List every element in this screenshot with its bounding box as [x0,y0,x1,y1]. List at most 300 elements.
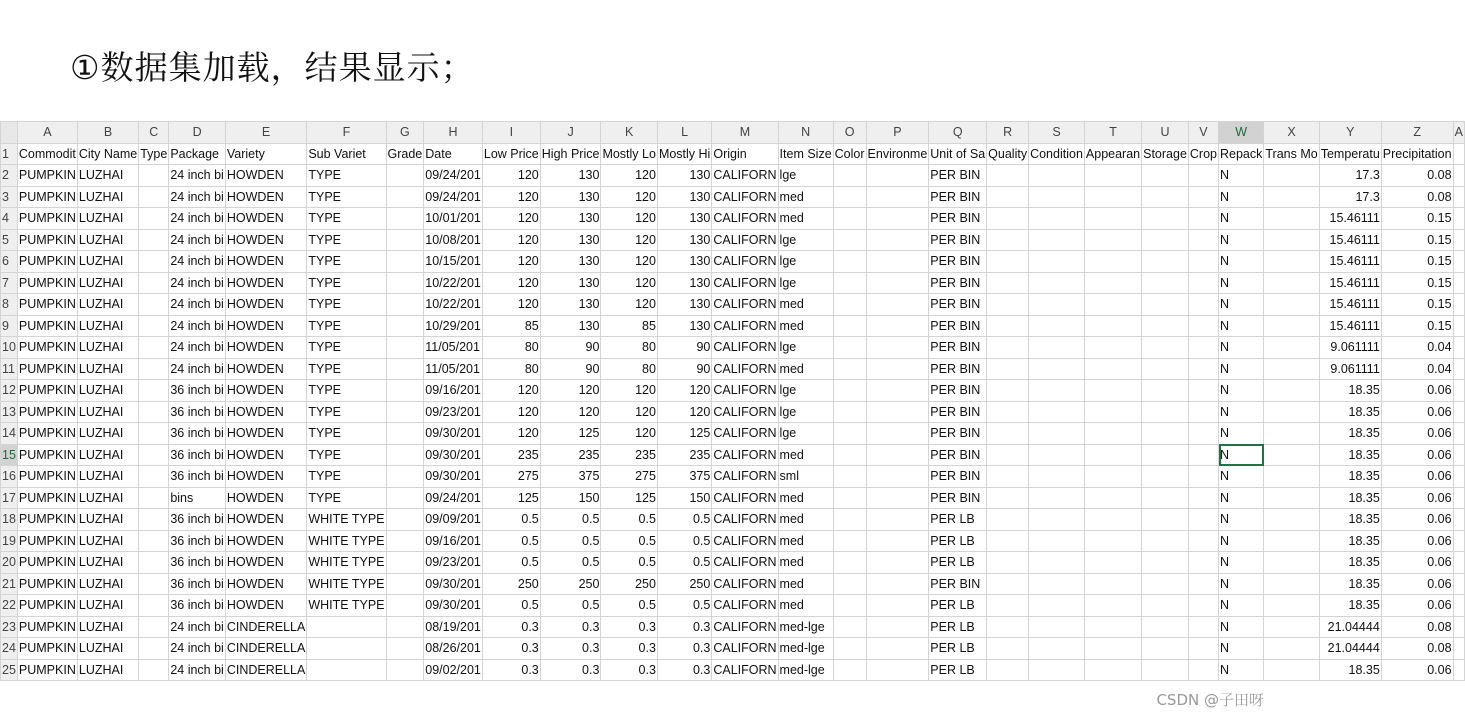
cell-o24[interactable] [833,638,866,660]
cell-f22[interactable]: WHITE TYPE [307,595,386,617]
cell-s3[interactable] [1029,186,1085,208]
cell-y13[interactable]: 18.35 [1319,401,1381,423]
cell-d4[interactable]: 24 inch bi [169,208,226,230]
cell-u4[interactable] [1142,208,1189,230]
column-header-d[interactable]: D [169,122,226,144]
cell-n22[interactable]: med [778,595,833,617]
cell-y24[interactable]: 21.04444 [1319,638,1381,660]
row-header[interactable]: 5 [1,229,18,251]
cell-q13[interactable]: PER BIN [929,401,987,423]
cell-a21[interactable]: PUMPKIN [17,573,77,595]
cell-d21[interactable]: 36 inch bi [169,573,226,595]
row-header[interactable]: 14 [1,423,18,445]
cell-y1[interactable]: Temperatu [1319,143,1381,165]
cell-i7[interactable]: 120 [482,272,540,294]
cell-c25[interactable] [139,659,169,681]
cell-d10[interactable]: 24 inch bi [169,337,226,359]
cell-y4[interactable]: 15.46111 [1319,208,1381,230]
cell-d15[interactable]: 36 inch bi [169,444,226,466]
cell-p22[interactable] [866,595,929,617]
cell-j8[interactable]: 130 [540,294,601,316]
cell-r21[interactable] [987,573,1029,595]
cell-l2[interactable]: 130 [657,165,711,187]
cell-g9[interactable] [386,315,424,337]
column-header-z[interactable]: Z [1381,122,1453,144]
cell-d7[interactable]: 24 inch bi [169,272,226,294]
cell-h22[interactable]: 09/30/201 [424,595,483,617]
cell-edge[interactable] [1453,466,1464,488]
row-header[interactable]: 13 [1,401,18,423]
cell-v22[interactable] [1188,595,1218,617]
cell-a16[interactable]: PUMPKIN [17,466,77,488]
cell-s2[interactable] [1029,165,1085,187]
cell-l20[interactable]: 0.5 [657,552,711,574]
cell-p9[interactable] [866,315,929,337]
cell-a14[interactable]: PUMPKIN [17,423,77,445]
cell-t16[interactable] [1084,466,1141,488]
cell-y21[interactable]: 18.35 [1319,573,1381,595]
cell-c1[interactable]: Type [139,143,169,165]
cell-j23[interactable]: 0.3 [540,616,601,638]
cell-i4[interactable]: 120 [482,208,540,230]
cell-e11[interactable]: HOWDEN [225,358,307,380]
cell-w14[interactable]: N [1219,423,1264,445]
row-header[interactable]: 18 [1,509,18,531]
cell-f9[interactable]: TYPE [307,315,386,337]
cell-s4[interactable] [1029,208,1085,230]
cell-k4[interactable]: 120 [601,208,658,230]
cell-l22[interactable]: 0.5 [657,595,711,617]
cell-w5[interactable]: N [1219,229,1264,251]
cell-e1[interactable]: Variety [225,143,307,165]
cell-z2[interactable]: 0.08 [1381,165,1453,187]
cell-o21[interactable] [833,573,866,595]
cell-z13[interactable]: 0.06 [1381,401,1453,423]
cell-e14[interactable]: HOWDEN [225,423,307,445]
cell-g2[interactable] [386,165,424,187]
cell-p21[interactable] [866,573,929,595]
cell-j10[interactable]: 90 [540,337,601,359]
cell-r20[interactable] [987,552,1029,574]
cell-i11[interactable]: 80 [482,358,540,380]
cell-b3[interactable]: LUZHAI [77,186,138,208]
cell-x10[interactable] [1264,337,1319,359]
cell-edge[interactable] [1453,573,1464,595]
cell-q21[interactable]: PER BIN [929,573,987,595]
cell-f24[interactable] [307,638,386,660]
cell-s9[interactable] [1029,315,1085,337]
cell-k14[interactable]: 120 [601,423,658,445]
cell-r12[interactable] [987,380,1029,402]
cell-m22[interactable]: CALIFORN [712,595,778,617]
cell-t13[interactable] [1084,401,1141,423]
cell-i24[interactable]: 0.3 [482,638,540,660]
cell-v13[interactable] [1188,401,1218,423]
cell-k10[interactable]: 80 [601,337,658,359]
cell-n17[interactable]: med [778,487,833,509]
cell-q18[interactable]: PER LB [929,509,987,531]
cell-j25[interactable]: 0.3 [540,659,601,681]
column-header-c[interactable]: C [139,122,169,144]
column-header-s[interactable]: S [1029,122,1085,144]
cell-e20[interactable]: HOWDEN [225,552,307,574]
cell-c5[interactable] [139,229,169,251]
cell-s15[interactable] [1029,444,1085,466]
cell-z23[interactable]: 0.08 [1381,616,1453,638]
cell-f21[interactable]: WHITE TYPE [307,573,386,595]
cell-i15[interactable]: 235 [482,444,540,466]
cell-u1[interactable]: Storage [1142,143,1189,165]
cell-r15[interactable] [987,444,1029,466]
cell-l9[interactable]: 130 [657,315,711,337]
cell-n7[interactable]: lge [778,272,833,294]
row-header[interactable]: 20 [1,552,18,574]
cell-x25[interactable] [1264,659,1319,681]
cell-n12[interactable]: lge [778,380,833,402]
cell-v18[interactable] [1188,509,1218,531]
cell-w12[interactable]: N [1219,380,1264,402]
cell-a2[interactable]: PUMPKIN [17,165,77,187]
cell-i23[interactable]: 0.3 [482,616,540,638]
cell-v19[interactable] [1188,530,1218,552]
cell-g19[interactable] [386,530,424,552]
cell-c2[interactable] [139,165,169,187]
cell-m20[interactable]: CALIFORN [712,552,778,574]
cell-e8[interactable]: HOWDEN [225,294,307,316]
cell-y20[interactable]: 18.35 [1319,552,1381,574]
cell-q15[interactable]: PER BIN [929,444,987,466]
cell-k16[interactable]: 275 [601,466,658,488]
cell-n3[interactable]: med [778,186,833,208]
cell-x22[interactable] [1264,595,1319,617]
cell-m3[interactable]: CALIFORN [712,186,778,208]
cell-w6[interactable]: N [1219,251,1264,273]
cell-g8[interactable] [386,294,424,316]
cell-edge[interactable] [1453,143,1464,165]
cell-edge[interactable] [1453,552,1464,574]
cell-q11[interactable]: PER BIN [929,358,987,380]
cell-m2[interactable]: CALIFORN [712,165,778,187]
cell-k21[interactable]: 250 [601,573,658,595]
column-header-x[interactable]: X [1264,122,1319,144]
row-header[interactable]: 2 [1,165,18,187]
cell-l17[interactable]: 150 [657,487,711,509]
cell-d1[interactable]: Package [169,143,226,165]
cell-k24[interactable]: 0.3 [601,638,658,660]
cell-r13[interactable] [987,401,1029,423]
cell-s21[interactable] [1029,573,1085,595]
cell-j18[interactable]: 0.5 [540,509,601,531]
cell-u7[interactable] [1142,272,1189,294]
cell-o12[interactable] [833,380,866,402]
cell-j21[interactable]: 250 [540,573,601,595]
cell-f1[interactable]: Sub Variet [307,143,386,165]
cell-n16[interactable]: sml [778,466,833,488]
cell-edge[interactable] [1453,530,1464,552]
cell-g12[interactable] [386,380,424,402]
cell-b20[interactable]: LUZHAI [77,552,138,574]
cell-y6[interactable]: 15.46111 [1319,251,1381,273]
cell-t21[interactable] [1084,573,1141,595]
cell-z19[interactable]: 0.06 [1381,530,1453,552]
cell-y9[interactable]: 15.46111 [1319,315,1381,337]
cell-r14[interactable] [987,423,1029,445]
cell-m8[interactable]: CALIFORN [712,294,778,316]
cell-r7[interactable] [987,272,1029,294]
cell-g1[interactable]: Grade [386,143,424,165]
cell-f25[interactable] [307,659,386,681]
cell-f20[interactable]: WHITE TYPE [307,552,386,574]
cell-q2[interactable]: PER BIN [929,165,987,187]
cell-edge[interactable] [1453,401,1464,423]
cell-r2[interactable] [987,165,1029,187]
cell-d19[interactable]: 36 inch bi [169,530,226,552]
row-header[interactable]: 1 [1,143,18,165]
cell-u12[interactable] [1142,380,1189,402]
row-header[interactable]: 15 [1,444,18,466]
cell-r23[interactable] [987,616,1029,638]
cell-c8[interactable] [139,294,169,316]
cell-b10[interactable]: LUZHAI [77,337,138,359]
cell-s19[interactable] [1029,530,1085,552]
cell-y7[interactable]: 15.46111 [1319,272,1381,294]
cell-z10[interactable]: 0.04 [1381,337,1453,359]
cell-v23[interactable] [1188,616,1218,638]
column-header-g[interactable]: G [386,122,424,144]
cell-n8[interactable]: med [778,294,833,316]
cell-i8[interactable]: 120 [482,294,540,316]
cell-b25[interactable]: LUZHAI [77,659,138,681]
cell-o19[interactable] [833,530,866,552]
cell-t1[interactable]: Appearan [1084,143,1141,165]
column-header-aa[interactable]: A [1453,122,1464,144]
cell-u2[interactable] [1142,165,1189,187]
cell-k7[interactable]: 120 [601,272,658,294]
cell-d12[interactable]: 36 inch bi [169,380,226,402]
cell-d23[interactable]: 24 inch bi [169,616,226,638]
cell-c24[interactable] [139,638,169,660]
cell-k22[interactable]: 0.5 [601,595,658,617]
cell-x11[interactable] [1264,358,1319,380]
cell-v12[interactable] [1188,380,1218,402]
cell-q8[interactable]: PER BIN [929,294,987,316]
cell-m6[interactable]: CALIFORN [712,251,778,273]
row-header[interactable]: 21 [1,573,18,595]
row-header[interactable]: 9 [1,315,18,337]
cell-f7[interactable]: TYPE [307,272,386,294]
cell-k8[interactable]: 120 [601,294,658,316]
cell-e22[interactable]: HOWDEN [225,595,307,617]
cell-w23[interactable]: N [1219,616,1264,638]
cell-l14[interactable]: 125 [657,423,711,445]
cell-b12[interactable]: LUZHAI [77,380,138,402]
cell-z22[interactable]: 0.06 [1381,595,1453,617]
cell-edge[interactable] [1453,638,1464,660]
cell-c13[interactable] [139,401,169,423]
cell-n1[interactable]: Item Size [778,143,833,165]
cell-z16[interactable]: 0.06 [1381,466,1453,488]
cell-u18[interactable] [1142,509,1189,531]
cell-g23[interactable] [386,616,424,638]
cell-y3[interactable]: 17.3 [1319,186,1381,208]
cell-s13[interactable] [1029,401,1085,423]
cell-h10[interactable]: 11/05/201 [424,337,483,359]
cell-t4[interactable] [1084,208,1141,230]
cell-z9[interactable]: 0.15 [1381,315,1453,337]
cell-a25[interactable]: PUMPKIN [17,659,77,681]
cell-h25[interactable]: 09/02/201 [424,659,483,681]
cell-l18[interactable]: 0.5 [657,509,711,531]
cell-d14[interactable]: 36 inch bi [169,423,226,445]
cell-y15[interactable]: 18.35 [1319,444,1381,466]
cell-z14[interactable]: 0.06 [1381,423,1453,445]
cell-o9[interactable] [833,315,866,337]
cell-x9[interactable] [1264,315,1319,337]
column-header-a[interactable]: A [17,122,77,144]
cell-y2[interactable]: 17.3 [1319,165,1381,187]
cell-f8[interactable]: TYPE [307,294,386,316]
cell-p5[interactable] [866,229,929,251]
cell-y5[interactable]: 15.46111 [1319,229,1381,251]
cell-l4[interactable]: 130 [657,208,711,230]
cell-g4[interactable] [386,208,424,230]
cell-l6[interactable]: 130 [657,251,711,273]
cell-s24[interactable] [1029,638,1085,660]
cell-o22[interactable] [833,595,866,617]
column-header-o[interactable]: O [833,122,866,144]
cell-x20[interactable] [1264,552,1319,574]
cell-p7[interactable] [866,272,929,294]
cell-r10[interactable] [987,337,1029,359]
cell-w9[interactable]: N [1219,315,1264,337]
cell-m25[interactable]: CALIFORN [712,659,778,681]
cell-b9[interactable]: LUZHAI [77,315,138,337]
cell-u16[interactable] [1142,466,1189,488]
cell-t9[interactable] [1084,315,1141,337]
cell-z6[interactable]: 0.15 [1381,251,1453,273]
cell-k3[interactable]: 120 [601,186,658,208]
column-header-k[interactable]: K [601,122,658,144]
cell-edge[interactable] [1453,186,1464,208]
cell-x24[interactable] [1264,638,1319,660]
cell-d18[interactable]: 36 inch bi [169,509,226,531]
cell-g20[interactable] [386,552,424,574]
cell-x12[interactable] [1264,380,1319,402]
cell-v2[interactable] [1188,165,1218,187]
row-header[interactable]: 4 [1,208,18,230]
row-header[interactable]: 11 [1,358,18,380]
cell-x1[interactable]: Trans Mo [1264,143,1319,165]
cell-l25[interactable]: 0.3 [657,659,711,681]
cell-r18[interactable] [987,509,1029,531]
cell-c22[interactable] [139,595,169,617]
cell-i21[interactable]: 250 [482,573,540,595]
column-header-q[interactable]: Q [929,122,987,144]
cell-l13[interactable]: 120 [657,401,711,423]
cell-p14[interactable] [866,423,929,445]
cell-edge[interactable] [1453,487,1464,509]
cell-z12[interactable]: 0.06 [1381,380,1453,402]
cell-k6[interactable]: 120 [601,251,658,273]
cell-edge[interactable] [1453,208,1464,230]
cell-o20[interactable] [833,552,866,574]
cell-h16[interactable]: 09/30/201 [424,466,483,488]
cell-e9[interactable]: HOWDEN [225,315,307,337]
cell-q10[interactable]: PER BIN [929,337,987,359]
cell-g17[interactable] [386,487,424,509]
cell-g5[interactable] [386,229,424,251]
cell-v10[interactable] [1188,337,1218,359]
cell-d16[interactable]: 36 inch bi [169,466,226,488]
cell-q25[interactable]: PER LB [929,659,987,681]
cell-j13[interactable]: 120 [540,401,601,423]
cell-edge[interactable] [1453,337,1464,359]
cell-h13[interactable]: 09/23/201 [424,401,483,423]
cell-c21[interactable] [139,573,169,595]
cell-t10[interactable] [1084,337,1141,359]
cell-edge[interactable] [1453,659,1464,681]
cell-h11[interactable]: 11/05/201 [424,358,483,380]
cell-e18[interactable]: HOWDEN [225,509,307,531]
cell-e25[interactable]: CINDERELLA [225,659,307,681]
cell-z7[interactable]: 0.15 [1381,272,1453,294]
cell-a22[interactable]: PUMPKIN [17,595,77,617]
cell-f16[interactable]: TYPE [307,466,386,488]
cell-q9[interactable]: PER BIN [929,315,987,337]
cell-v8[interactable] [1188,294,1218,316]
cell-k20[interactable]: 0.5 [601,552,658,574]
cell-g16[interactable] [386,466,424,488]
cell-f23[interactable] [307,616,386,638]
cell-k23[interactable]: 0.3 [601,616,658,638]
cell-m16[interactable]: CALIFORN [712,466,778,488]
select-all-corner[interactable] [1,122,18,144]
cell-p6[interactable] [866,251,929,273]
cell-u24[interactable] [1142,638,1189,660]
cell-w22[interactable]: N [1219,595,1264,617]
cell-p20[interactable] [866,552,929,574]
cell-u5[interactable] [1142,229,1189,251]
cell-h8[interactable]: 10/22/201 [424,294,483,316]
cell-c14[interactable] [139,423,169,445]
cell-u19[interactable] [1142,530,1189,552]
cell-n6[interactable]: lge [778,251,833,273]
cell-o14[interactable] [833,423,866,445]
cell-k13[interactable]: 120 [601,401,658,423]
cell-n5[interactable]: lge [778,229,833,251]
cell-e2[interactable]: HOWDEN [225,165,307,187]
cell-h2[interactable]: 09/24/201 [424,165,483,187]
cell-x16[interactable] [1264,466,1319,488]
cell-q3[interactable]: PER BIN [929,186,987,208]
cell-o6[interactable] [833,251,866,273]
column-header-l[interactable]: L [657,122,711,144]
cell-b7[interactable]: LUZHAI [77,272,138,294]
cell-e23[interactable]: CINDERELLA [225,616,307,638]
cell-r11[interactable] [987,358,1029,380]
cell-y19[interactable]: 18.35 [1319,530,1381,552]
cell-g6[interactable] [386,251,424,273]
cell-g22[interactable] [386,595,424,617]
cell-y14[interactable]: 18.35 [1319,423,1381,445]
cell-t3[interactable] [1084,186,1141,208]
cell-u25[interactable] [1142,659,1189,681]
cell-c17[interactable] [139,487,169,509]
cell-o23[interactable] [833,616,866,638]
cell-i12[interactable]: 120 [482,380,540,402]
cell-w8[interactable]: N [1219,294,1264,316]
cell-v3[interactable] [1188,186,1218,208]
